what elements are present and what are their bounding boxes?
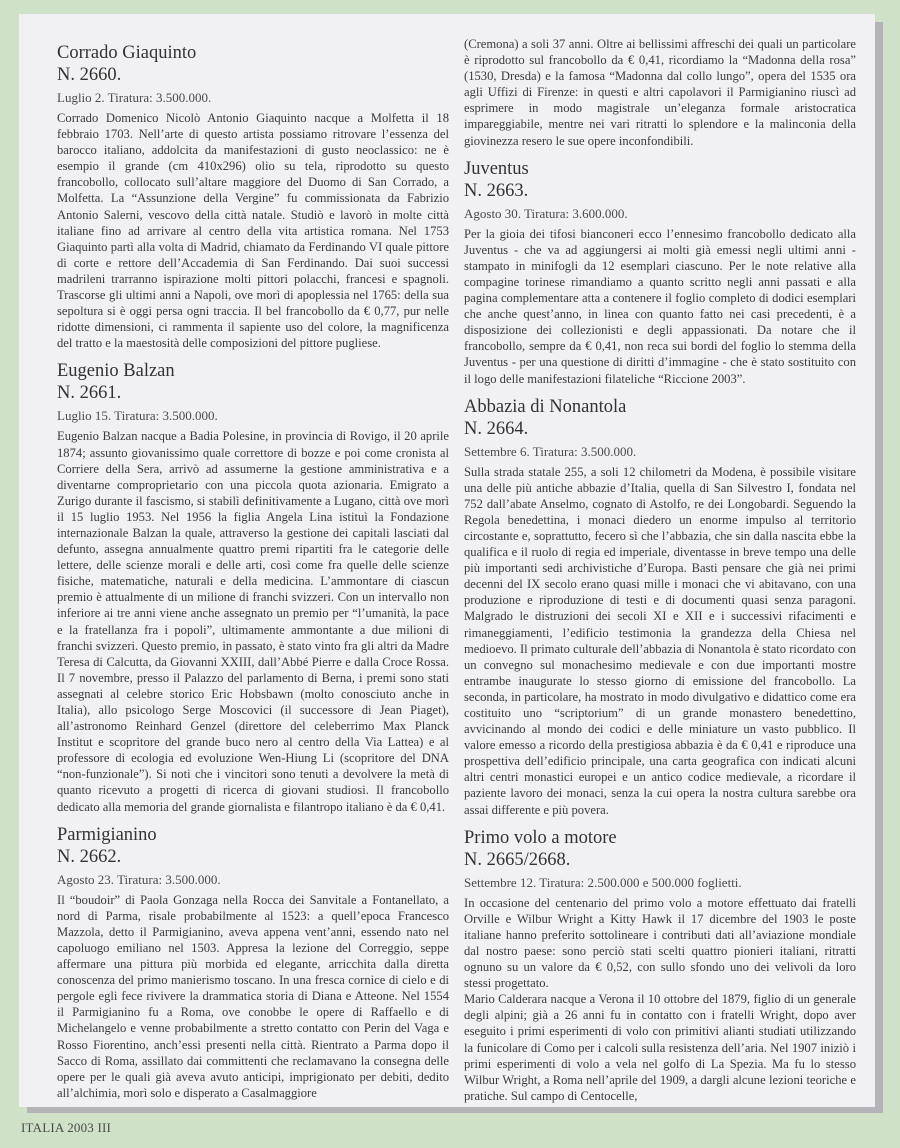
paragraph: Sulla strada statale 255, a soli 12 chilometri da Modena, è possibile visitare una delle più antiche abbazie d’Italia, quella di San Silvestro I, fondata nel 752 dall’abate Anselmo, cognato di Astolfo, re dei Longobardi. Seguendo la Regola benedettina, i monaci diedero un enorme impulso al territorio circostante e, soprattutto, fecero sì che l’abbazia, che sin dalla nascita ebbe la qualifica e il ruolo di regia ed imperiale, diventasse in breve tempo una delle più importanti sedi archivistiche d’Europa. Basti pensare che già nei primi decenni del IX secolo erano quasi mille i monaci che vi abitavano, con una produzione e riproduzione di testi e di documenti quasi senza paragoni. Malgrado le distruzioni dei secoli XI e XII e i successivi rifacimenti e rimaneggiamenti, l’edificio testimonia la grandezza della Chiesa nel medioevo. Il primato culturale dell’abbazia di Nonantola è stato ricordato con un convegno sul monachesimo medievale e con due importanti mostre entrambe inaugurate lo stesso giorno di emissione del francobollo. La seconda, in particolare, ha mostrato in modo divulgativo e didattico come era costituito uno “scriptorium” di un grande monastero benedettino, avvicinando al mondo dei codici e delle miniature un vasto pubblico. Il valore emesso a ricordo della prestigiosa abbazia è da € 0,41 e riproduce una prospettiva dell’edificio principale, una carta geografica con indicati alcuni altri centri monastici europei e un antico codice medievale, a ricordare il paziente lavoro dei monaci, senza la cui opera la nostra cultura sarebbe ora assai differente e più povera. (464, 464, 857, 817)
article-body (464, 895, 856, 1104)
issue-meta: Luglio 2. Tiratura: 3.500.000. (57, 90, 212, 105)
article-parmigianino (57, 824, 449, 1101)
issue-meta: Luglio 15. Tiratura: 3.500.000. (57, 408, 218, 424)
article-body (57, 892, 449, 1101)
paragraph: (Cremona) a soli 37 anni. Oltre ai bellissimi affreschi dei quali un particolare è riprodotto sul francobollo da € 0,41, ricordiamo la “Madonna della rosa” (1530, Dresda) e la famosa “Madonna dal collo lungo”, opera del 1535 ora agli Uffizi di Firenze: in questi e altri capolavori il Parmigianino riuscì ad esprimere in modo magistrale un’eleganza formale aristocratica impareggiabile, mentre nei vari ritratti lo splendore e la malinconia della giovinezza resero le sue opere inconfondibili. (464, 37, 856, 148)
paragraph: Per la gioia dei tifosi bianconeri ecco l’ennesimo francobollo dedicato alla Juventus - che va ad aggiungersi ai molti già emessi negli ultimi anni - stampato in minifogli da 12 esemplari ciascuno. Per le note relative alla compagine torinese rimandiamo a quanto scritto negli anni passati e alla pagina complementare atta a contenere il foglio completo di dodici esemplari che anche quest’anno, in linea con quanto fatto nei casi precedenti, è a disposizione dei collezionisti e degli appassionati. Da notare che il francobollo, sempre da € 0,41, non reca sui bordi del foglio lo stemma della Juventus - per una questione di diritti d’immagine - che è stato sostituito con il logo delle manifestazioni filateliche “Riccione 2003”. (464, 226, 856, 386)
page-footer: ITALIA 2003 III (21, 1120, 112, 1135)
article-title: Primo volo a motore (464, 827, 617, 848)
stamp-number: N. 2663. (464, 180, 529, 201)
stamp-number: N. 2662. (57, 846, 122, 867)
right-column (464, 36, 856, 1113)
issue-meta: Agosto 23. Tiratura: 3.500.000. (57, 871, 221, 887)
article-giaquinto (57, 42, 449, 351)
paragraph: Il “boudoir” di Paola Gonzaga nella Rocca dei Sanvitale a Fontanellato, a nord di Parma, risale probabilmente al 1523: a quell’epoca Francesco Mazzola, detto il Parmigianino, aveva appena vent’anni, essendo nato nel capoluogo emiliano nel 1503. Appresa la lezione del Correggio, seppe affermare una pittura più morbida ed elegante, arricchita dalla diretta conoscenza del primo manierismo toscano. In una fresca cornice di cielo e di pergole egli fece rivivere la drammatica storia di Diana e Atteone. Nel 1554 il Parmigianino fu a Roma, ove conobbe le opere di Raffaello e di Michelangelo e venne probabilmente a stretto contatto con Perin del Vaga e Rosso Fiorentino, anch’essi presenti nella città. Rientrato a Parma dopo il Sacco di Roma, assillato dai committenti che reclamavano la consegna delle opere per le quali già aveva avuto anticipi, imprigionato per debiti, dedito all’alchimia, morì solo e disperato a Casalmaggiore (57, 892, 449, 1100)
article-juventus (464, 158, 856, 387)
article-body (464, 464, 856, 818)
article-title: Abbazia di Nonantola (464, 396, 627, 417)
paragraph: Eugenio Balzan nacque a Badia Polesine, in provincia di Rovigo, il 20 aprile 1874; assunto giovanissimo quale correttore di bozze e poi come cronista al Corriere della Sera, arrivò ad assumerne la gestione amministrativa e a diventarne comproprietario con una piccola quota azionaria. Emigrato a Zurigo durante il fascismo, si stabilì definitivamente a Lugano, città ove morì il 15 luglio 1953. Nel 1956 la figlia Angela Lina istituì la Fondazione internazionale Balzan la quale, attraverso la gestione dei capitali lasciati dal defunto, assegna annualmente quattro premi ripartiti fra le categorie delle lettere, delle scienze morali e delle arti, così come fra quelle delle scienze fisiche, matematiche, naturali e della medicina. L’ammontare di ciascun premio è attualmente di un milione di franchi svizzeri. Con un intervallo non inferiore ai tre anni viene anche assegnato un premio per “l’umanità, la pace e la fratellanza fra i popoli”, ultimamente ammontante a due milioni di franchi svizzeri. Questo premio, in passato, è stato vinto fra gli altri da Madre Teresa di Calcutta, da Giovanni XXIII, dall’Abbé Pierre e dalla Croce Rossa. Il 7 novembre, presso il Palazzo del parlamento di Berna, i premi sono stati assegnati al celebre storico Eric Hobsbawn (molto conosciuto anche in Italia), allo psicologo Serge Moscovici (il successore di Jean Piaget), all’astronomo Reinhard Genzel (direttore del celeberrimo Max Planck Institut e scopritore del grande buco nero al centro della Via Lattea) e al professore di ecologia ed evoluzione Wen-Hiung Li (scopritore del DNA “non-funzionale”). Si noti che i vincitori sono tenuti a devolvere la metà di quanto ricevuto a progetti di ricerca di giovani studiosi. Il francobollo dedicato alla memoria del grande giornalista e filantropo italiano è da € 0,41. (57, 429, 449, 814)
paragraph: In occasione del centenario del primo volo a motore effettuato dai fratelli Orville e Wilbur Wright a Kitty Hawk il 17 dicembre del 1903 le poste italiane hanno preferito sottolineare i contributi dati all’aviazione mondiale dal nostro paese: sono perciò stati scelti quattro pionieri italiani, ritratti ognuno su un valore da € 0,52, con sullo sfondo uno dei velivoli da loro stessi progettato. (464, 895, 856, 991)
stamp-number: N. 2665/2668. (464, 849, 571, 870)
article-balzan (57, 360, 449, 814)
page-panel (19, 14, 875, 1107)
article-primo-volo (464, 827, 856, 1104)
article-body (464, 226, 856, 387)
article-parmigianino-continued (464, 36, 856, 149)
article-nonantola (464, 396, 856, 818)
left-column (57, 42, 449, 1110)
issue-meta: Agosto 30. Tiratura: 3.600.000. (464, 205, 628, 221)
paragraph: Corrado Domenico Nicolò Antonio Giaquinto nacque a Molfetta il 18 febbraio 1703. Nell’arte di questo artista possiamo ritrovare l’essenza del barocco italiano, addolcita da manifestazioni di gusto neoclassico: ne è esempio il grande (cm 410x296) olio su tela, riprodotto su questo francobollo, collocato sull’altare maggiore del Duomo di San Corrado, a Molfetta. La “Assunzione della Vergine” fu commissionata da Fabrizio Antonio Salerni, vescovo della città natale. Studiò e lavorò in molte città italiane fino ad arrivare al centro della vita artistica romana. Nel 1753 Giaquinto partì alla volta di Madrid, chiamato da Ferdinando VI quale pittore di corte e rettore dell’Accademia di San Ferdinando. Dai suoi successi madrileni trarranno ispirazione molti pittori polacchi, francesi e spagnoli. Trascorse gli ultimi anni a Napoli, ove morì di apoplessia nel 1765: della sua sepoltura si è oggi persa ogni traccia. Il bel francobollo da € 0,77, pur nelle ridotte dimensioni, ci rammenta il sapiente uso del colore, la magnificenza del tratto e la maestosità delle composizioni del pittore pugliese. (57, 111, 449, 351)
article-body (464, 36, 856, 149)
stamp-number: N. 2661. (57, 383, 122, 404)
stamp-number: N. 2660. (57, 65, 122, 85)
article-title: Corrado Giaquinto (57, 43, 197, 63)
article-title: Parmigianino (57, 824, 157, 845)
article-body (57, 110, 449, 351)
article-body (57, 428, 449, 814)
article-title: Juventus (464, 158, 529, 179)
stamp-number: N. 2664. (464, 418, 529, 439)
paragraph: Mario Calderara nacque a Verona il 10 ottobre del 1879, figlio di un generale degli alpini; già a 26 anni fu in contatto con i fratelli Wright, dopo aver eseguito i primi esperimenti di volo con primitivi alianti studiati utilizzando la funicolare di Como per i calcoli sulla resistenza dell’aria. Nel 1907 iniziò i primi esperimenti di volo a vela nel golfo di La Spezia. Ma fu lo stesso Wilbur Wright, a Roma nell’aprile del 1909, a dargli alcune lezioni teoriche e pratiche. Sul campo di Centocelle, (464, 992, 856, 1103)
issue-meta: Settembre 12. Tiratura: 2.500.000 e 500.000 foglietti. (464, 874, 742, 890)
article-title: Eugenio Balzan (57, 361, 175, 382)
issue-meta: Settembre 6. Tiratura: 3.500.000. (464, 443, 637, 459)
